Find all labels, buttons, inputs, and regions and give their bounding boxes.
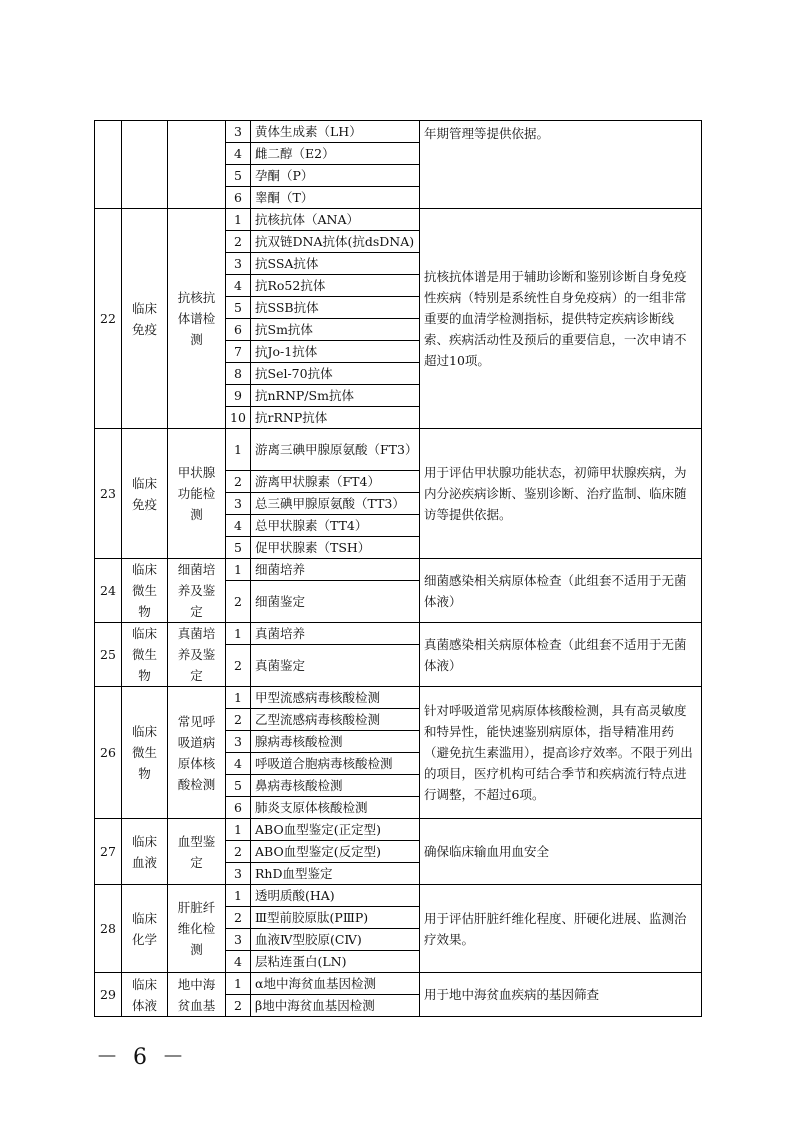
test-item: 抗Ro52抗体 — [251, 275, 420, 297]
item-index: 6 — [226, 797, 251, 819]
item-index: 3 — [226, 493, 251, 515]
table-row — [95, 623, 702, 645]
category-cell — [122, 121, 168, 209]
panel-name-cell — [168, 121, 226, 209]
test-item: 鼻病毒核酸检测 — [251, 775, 420, 797]
test-item: 抗Sel-70抗体 — [251, 363, 420, 385]
item-index: 1 — [226, 623, 251, 645]
test-item: 雌二醇（E2） — [251, 143, 420, 165]
table-row — [95, 687, 702, 709]
test-item: 促甲状腺素（TSH） — [251, 537, 420, 559]
description: 针对呼吸道常见病原体核酸检测，具有高灵敏度和特异性，能快速鉴别病原体，指导精准用药（避免抗生素滥用），提高诊疗效率。不限于列出的项目，医疗机构可结合季节和疾病流行特点进行调整，不超过6项。 — [420, 687, 702, 819]
description: 年期管理等提供依据。 — [420, 121, 702, 209]
panel-name-cell: 地中海贫血基 — [168, 973, 226, 1017]
item-index: 3 — [226, 929, 251, 951]
test-item: 抗核抗体（ANA） — [251, 209, 420, 231]
item-index: 2 — [226, 907, 251, 929]
test-item: 抗rRNP抗体 — [251, 407, 420, 429]
test-item: 总三碘甲腺原氨酸（TT3） — [251, 493, 420, 515]
test-item: RhD血型鉴定 — [251, 863, 420, 885]
test-item: 层粘连蛋白(LN) — [251, 951, 420, 973]
table-row — [95, 209, 702, 231]
item-index: 5 — [226, 775, 251, 797]
item-index: 6 — [226, 187, 251, 209]
table-row — [95, 885, 702, 907]
table-row — [95, 819, 702, 841]
test-item: 乙型流感病毒核酸检测 — [251, 709, 420, 731]
test-item: α地中海贫血基因检测 — [251, 973, 420, 995]
test-item: 真菌培养 — [251, 623, 420, 645]
table-row — [95, 121, 702, 143]
id-cell: 28 — [95, 885, 122, 973]
test-item: 睾酮（T） — [251, 187, 420, 209]
test-item: 抗双链DNA抗体(抗dsDNA) — [251, 231, 420, 253]
id-cell: 29 — [95, 973, 122, 1017]
item-index: 2 — [226, 581, 251, 623]
test-item: ABO血型鉴定(反定型) — [251, 841, 420, 863]
id-cell: 24 — [95, 559, 122, 623]
id-cell: 25 — [95, 623, 122, 687]
category-cell: 临床微生物 — [122, 559, 168, 623]
test-item: 呼吸道合胞病毒核酸检测 — [251, 753, 420, 775]
panel-name-cell: 真菌培养及鉴定 — [168, 623, 226, 687]
description: 细菌感染相关病原体检查（此组套不适用于无菌体液） — [420, 559, 702, 623]
item-index: 4 — [226, 753, 251, 775]
test-item: 腺病毒核酸检测 — [251, 731, 420, 753]
test-item: 孕酮（P） — [251, 165, 420, 187]
page-number: － 6 － — [96, 1045, 188, 1070]
item-index: 5 — [226, 165, 251, 187]
test-item: 抗Jo-1抗体 — [251, 341, 420, 363]
item-index: 1 — [226, 885, 251, 907]
item-index: 1 — [226, 209, 251, 231]
test-item: 甲型流感病毒核酸检测 — [251, 687, 420, 709]
item-index: 10 — [226, 407, 251, 429]
panel-name-cell: 血型鉴定 — [168, 819, 226, 885]
item-index: 8 — [226, 363, 251, 385]
category-cell: 临床免疫 — [122, 209, 168, 429]
test-item: 黄体生成素（LH） — [251, 121, 420, 143]
item-index: 3 — [226, 731, 251, 753]
test-item: Ⅲ型前胶原肽(PⅢP) — [251, 907, 420, 929]
item-index: 2 — [226, 995, 251, 1017]
test-item: 细菌鉴定 — [251, 581, 420, 623]
item-index: 5 — [226, 297, 251, 319]
panel-name-cell: 肝脏纤维化检测 — [168, 885, 226, 973]
test-item: 透明质酸(HA) — [251, 885, 420, 907]
test-panel-table — [94, 120, 702, 1017]
test-item: 游离三碘甲腺原氨酸（FT3） — [251, 429, 420, 471]
panel-name-cell: 常见呼吸道病原体核酸检测 — [168, 687, 226, 819]
test-item: 抗Sm抗体 — [251, 319, 420, 341]
table-row — [95, 973, 702, 995]
item-index: 2 — [226, 841, 251, 863]
description: 用于评估甲状腺功能状态，初筛甲状腺疾病，为内分泌疾病诊断、鉴别诊断、治疗监制、临床随访等提供依据。 — [420, 429, 702, 559]
test-item: 总甲状腺素（TT4） — [251, 515, 420, 537]
description: 用于地中海贫血疾病的基因筛查 — [420, 973, 702, 1017]
item-index: 2 — [226, 709, 251, 731]
id-cell: 23 — [95, 429, 122, 559]
test-item: 肺炎支原体核酸检测 — [251, 797, 420, 819]
id-cell: 22 — [95, 209, 122, 429]
id-cell — [95, 121, 122, 209]
item-index: 3 — [226, 863, 251, 885]
description: 抗核抗体谱是用于辅助诊断和鉴别诊断自身免疫性疾病（特别是系统性自身免疫病）的一组非常重要的血清学检测指标，提供特定疾病诊断线索、疾病活动性及预后的重要信息，一次申请不超过10项。 — [420, 209, 702, 429]
item-index: 1 — [226, 687, 251, 709]
id-cell: 26 — [95, 687, 122, 819]
item-index: 1 — [226, 973, 251, 995]
item-index: 3 — [226, 121, 251, 143]
item-index: 7 — [226, 341, 251, 363]
category-cell: 临床微生物 — [122, 623, 168, 687]
item-index: 2 — [226, 645, 251, 687]
category-cell: 临床化学 — [122, 885, 168, 973]
test-item: 真菌鉴定 — [251, 645, 420, 687]
test-item: 细菌培养 — [251, 559, 420, 581]
item-index: 4 — [226, 951, 251, 973]
table-row — [95, 429, 702, 471]
item-index: 5 — [226, 537, 251, 559]
category-cell: 临床体液 — [122, 973, 168, 1017]
test-item: 抗SSB抗体 — [251, 297, 420, 319]
test-item: 游离甲状腺素（FT4） — [251, 471, 420, 493]
description: 确保临床输血用血安全 — [420, 819, 702, 885]
panel-name-cell: 抗核抗体谱检测 — [168, 209, 226, 429]
test-item: ABO血型鉴定(正定型) — [251, 819, 420, 841]
test-item: β地中海贫血基因检测 — [251, 995, 420, 1017]
category-cell: 临床微生物 — [122, 687, 168, 819]
table-row — [95, 559, 702, 581]
panel-name-cell: 甲状腺功能检测 — [168, 429, 226, 559]
item-index: 3 — [226, 253, 251, 275]
panel-name-cell: 细菌培养及鉴定 — [168, 559, 226, 623]
item-index: 4 — [226, 275, 251, 297]
item-index: 1 — [226, 559, 251, 581]
test-item: 抗nRNP/Sm抗体 — [251, 385, 420, 407]
description: 用于评估肝脏纤维化程度、肝硬化进展、监测治疗效果。 — [420, 885, 702, 973]
category-cell: 临床免疫 — [122, 429, 168, 559]
item-index: 1 — [226, 819, 251, 841]
item-index: 2 — [226, 471, 251, 493]
item-index: 2 — [226, 231, 251, 253]
item-index: 4 — [226, 143, 251, 165]
item-index: 6 — [226, 319, 251, 341]
item-index: 4 — [226, 515, 251, 537]
test-item: 血液Ⅳ型胶原(CⅣ) — [251, 929, 420, 951]
description: 真菌感染相关病原体检查（此组套不适用于无菌体液） — [420, 623, 702, 687]
item-index: 9 — [226, 385, 251, 407]
category-cell: 临床血液 — [122, 819, 168, 885]
test-item: 抗SSA抗体 — [251, 253, 420, 275]
item-index: 1 — [226, 429, 251, 471]
id-cell: 27 — [95, 819, 122, 885]
